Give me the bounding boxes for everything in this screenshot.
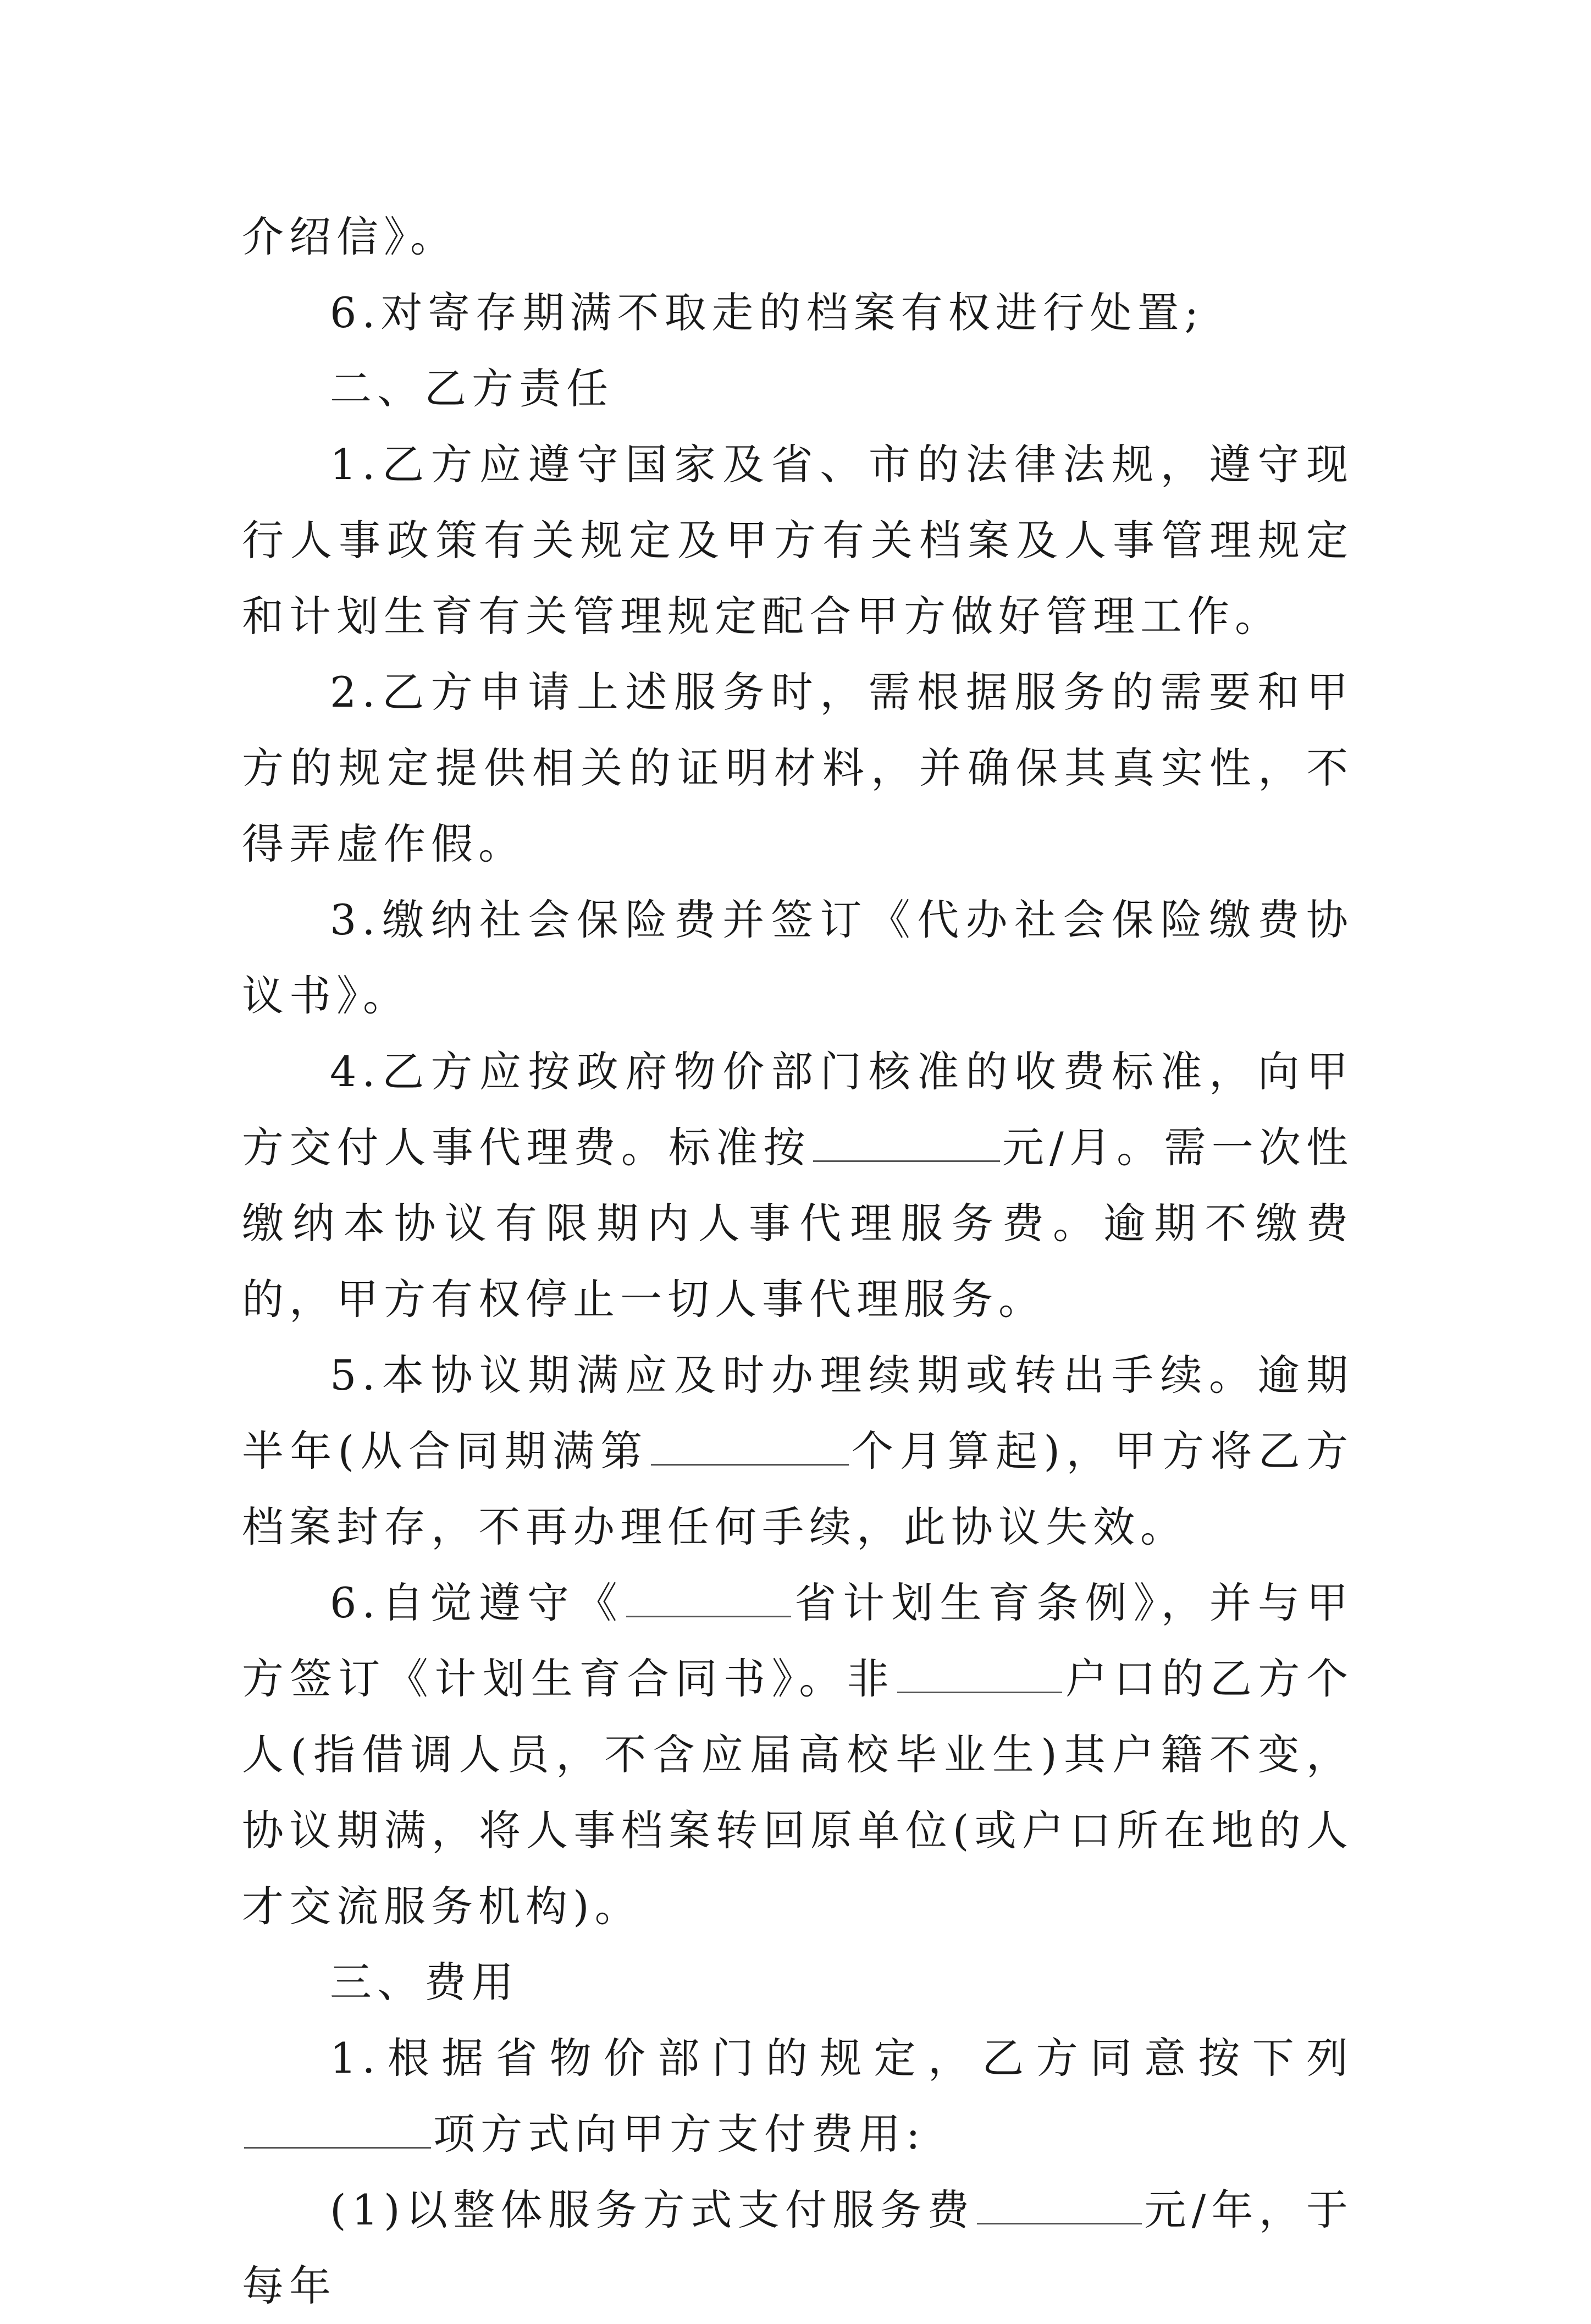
fee-option-1-text-a: (1)以整体服务方式支付服务费: [330, 2185, 975, 2234]
section-heading-party-b-responsibility: 二、乙方责任: [330, 364, 614, 413]
clause-4-text-a: 4.乙方应按政府物价部门核准的收费标准，向甲方交付人事代理费。标准按: [242, 1047, 1354, 1172]
paragraph-fee-clause-1: [242, 2020, 1354, 2172]
fee-amount-blank[interactable]: [813, 1122, 1000, 1162]
paragraph-clause-3-social-insurance: 3.缴纳社会保险费并签订《代办社会保险缴费协议书》。: [242, 895, 1354, 1020]
clause-5-text-a: 5.本协议期满应及时办理续期或转出手续。逾期半年(从合同期满第: [242, 1351, 1354, 1475]
paragraph-clause-6-disposal: 6.对寄存期满不取走的档案有权进行处置;: [330, 288, 1205, 337]
paragraph-clause-2-documents: 2.乙方申请上述服务时，需根据服务的需要和甲方的规定提供相关的证明材料，并确保其真实性，不得弄虚作假。: [242, 668, 1354, 868]
clause-5-text-b: 个月算起)，甲方将乙方档案封存，不再办理任何手续，此协议失效。: [242, 1427, 1354, 1551]
document-body: [242, 199, 1354, 2324]
payment-option-blank[interactable]: [244, 2108, 431, 2149]
province-name-blank[interactable]: [626, 1577, 791, 1617]
month-number-blank[interactable]: [651, 1425, 849, 1466]
paragraph-continuation: 介绍信》。: [242, 212, 457, 261]
section-heading-fees: 三、费用: [330, 1958, 519, 2007]
paragraph-fee-option-1: [242, 2172, 1354, 2324]
household-location-blank[interactable]: [897, 1653, 1062, 1693]
clause-6-text-a: 6.自觉遵守《: [330, 1578, 625, 1627]
annual-fee-blank[interactable]: [977, 2184, 1142, 2224]
clause-6-text-c: 户口的乙方个人(指借调人员，不含应届高校毕业生)其户籍不变，协议期满，将人事档案转回原单位(或户口所在地的人才交流服务机构)。: [242, 1654, 1354, 1931]
paragraph-clause-5-renewal: [242, 1337, 1354, 1565]
fee-clause-1-text-b: 项方式向甲方支付费用:: [433, 2110, 926, 2158]
paragraph-clause-4-fee: [242, 1034, 1354, 1337]
paragraph-clause-6-family-planning: [242, 1565, 1354, 1945]
fee-clause-1-text-a: 1.根据省物价部门的规定，乙方同意按下列: [330, 2034, 1354, 2083]
paragraph-clause-1-compliance: 1.乙方应遵守国家及省、市的法律法规，遵守现行人事政策有关规定及甲方有关档案及人事管理规定和计划生育有关管理规定配合甲方做好管理工作。: [242, 440, 1354, 641]
clause-4-text-b: 元/月。需一次性缴纳本协议有限期内人事代理服务费。逾期不缴费的，甲方有权停止一切人事代理服务。: [242, 1123, 1354, 1324]
fee-option-1-text-b: 元/年，于每年: [242, 2185, 1354, 2310]
clause-6-text-b: 省计划生育条例》，并与甲方签订《计划生育合同书》。非: [242, 1578, 1354, 1703]
